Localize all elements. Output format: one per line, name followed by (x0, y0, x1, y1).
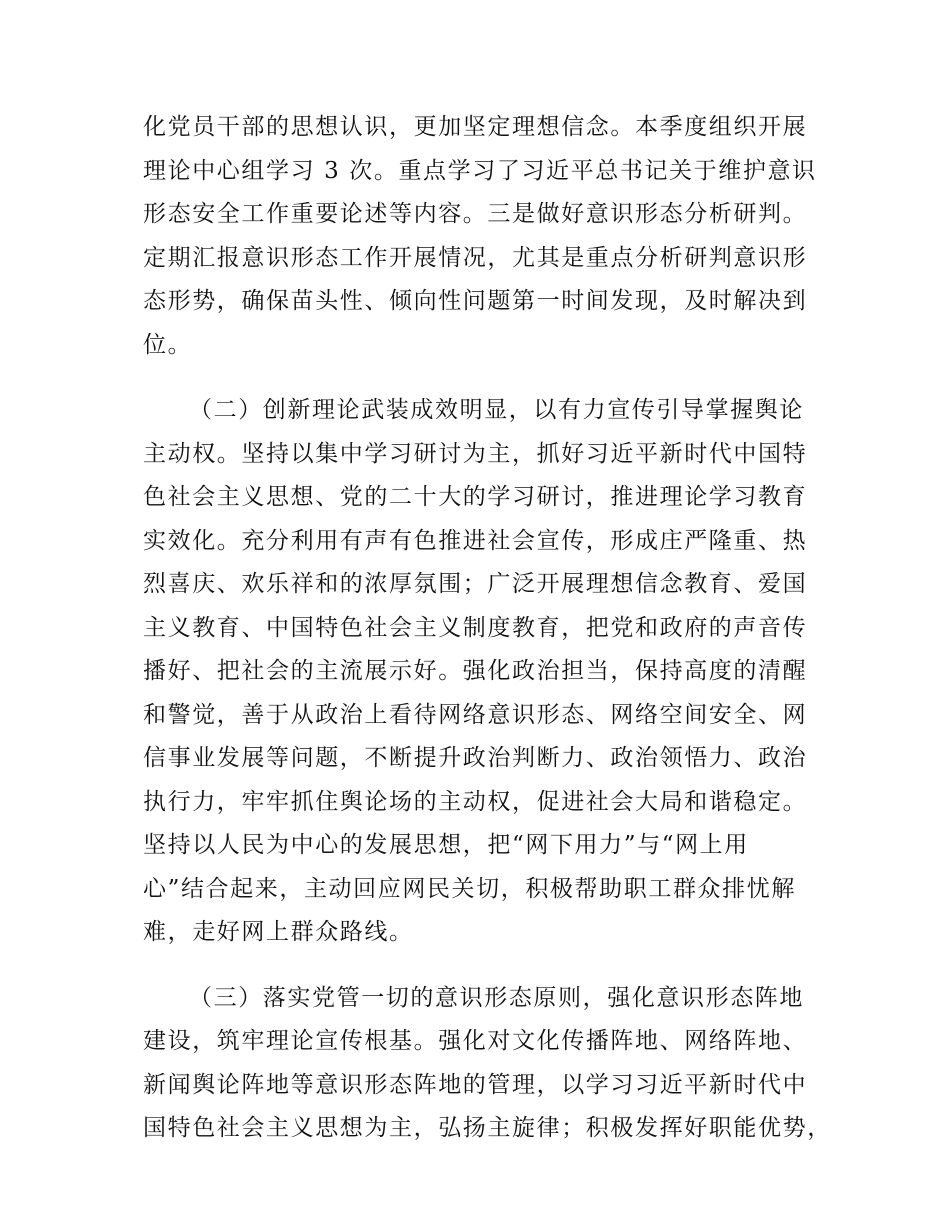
text-line: 新闻舆论阵地等意识形态阵地的管理，以学习习近平新时代中 (143, 1071, 808, 1098)
text-line: 信事业发展等问题，不断提升政治判断力、政治领悟力、政治 (143, 745, 808, 771)
text-line: （二）创新理论武装成效明显，以有力宣传引导掌握舆论 (189, 397, 804, 423)
text-line: 化党员干部的思想认识，更加坚定理想信念。本季度组织开展 (143, 114, 808, 140)
paragraph-2 (143, 389, 813, 955)
paragraph-1 (143, 106, 817, 367)
text-line: 实效化。充分利用有声有色推进社会宣传，形成庄严隆重、热 (143, 527, 808, 554)
text-line: 主义教育、中国特色社会主义制度教育，把党和政府的声音传 (143, 614, 808, 641)
text-line: 执行力，牢牢抓住舆论场的主动权，促进社会大局和谐稳定。 (143, 788, 808, 815)
text-line: 建设，筑牢理论宣传根基。强化对文化传播阵地、网络阵地、 (143, 1028, 808, 1054)
text-line: 态形势，确保苗头性、倾向性问题第一时间发现，及时解决到 (143, 288, 808, 314)
text-line: 坚持以人民为中心的发展思想，把“网下用力”与“网上用 (143, 832, 749, 858)
text-line: 难，走好网上群众路线。 (143, 919, 414, 945)
paragraph-gap (143, 367, 813, 389)
text-line: 色社会主义思想、党的二十大的学习研讨，推进理论学习教育 (143, 484, 808, 510)
text-line: 播好、把社会的主流展示好。强化政治担当，保持高度的清醒 (143, 658, 808, 684)
document-body (143, 106, 832, 1151)
text-line: 心”结合起来，主动回应网民关切，积极帮助职工群众排忧解 (143, 875, 796, 902)
text-line: 理论中心组学习 3 次。重点学习了习近平总书记关于维护意识 (143, 157, 817, 184)
text-line: 定期汇报意识形态工作开展情况，尤其是重点分析研判意识形 (143, 244, 808, 271)
paragraph-3 (143, 977, 832, 1151)
text-line: 位。 (143, 331, 193, 358)
text-line: 和警觉，善于从政治上看待网络意识形态、网络空间安全、网 (143, 701, 808, 728)
text-line: 主动权。坚持以集中学习研讨为主，抓好习近平新时代中国特 (143, 440, 808, 467)
text-line: 形态安全工作重要论述等内容。三是做好意识形态分析研判。 (143, 201, 808, 227)
text-line: 国特色社会主义思想为主，弘扬主旋律；积极发挥好职能优势， (143, 1115, 832, 1141)
paragraph-gap (143, 955, 813, 977)
text-line: （三）落实党管一切的意识形态原则，强化意识形态阵地 (189, 984, 804, 1011)
text-line: 烈喜庆、欢乐祥和的浓厚氛围；广泛开展理想信念教育、爱国 (143, 571, 808, 597)
